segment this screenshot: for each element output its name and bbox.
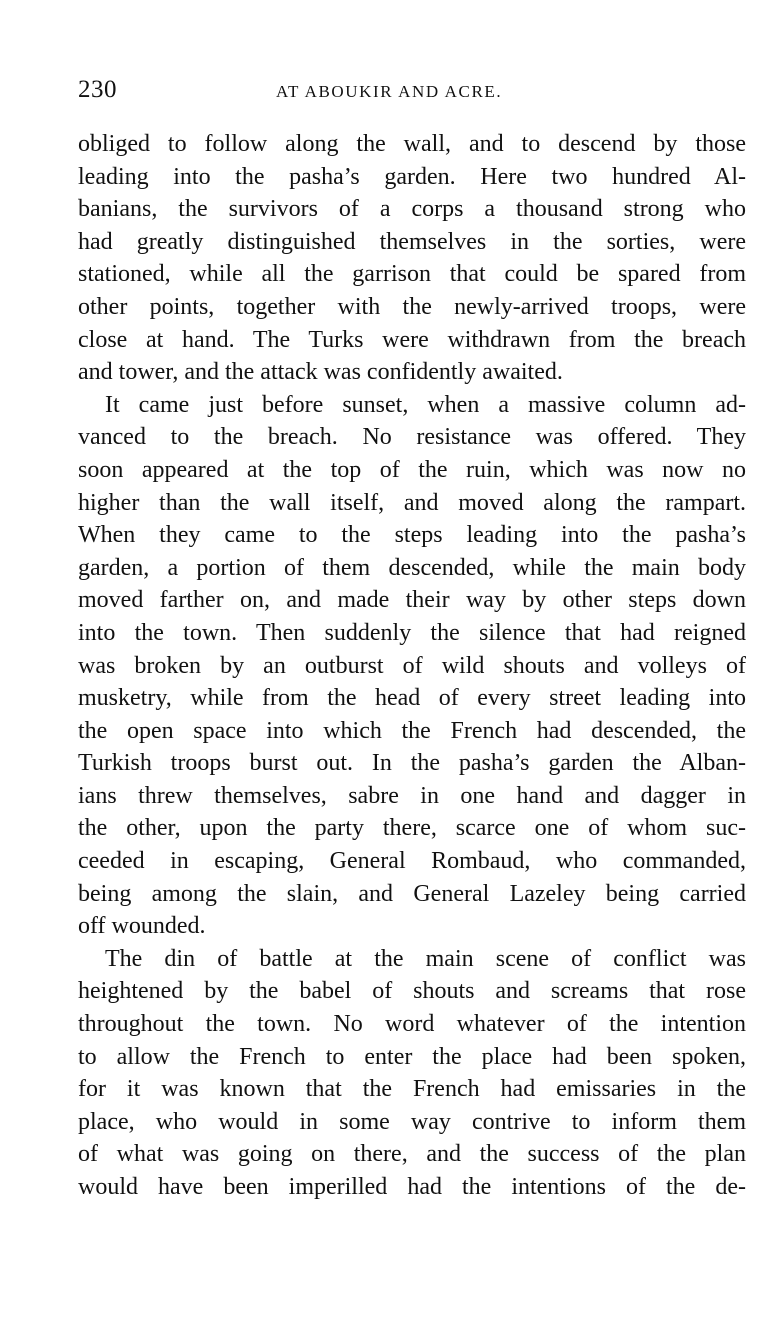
text-line: leading into the pasha’s garden. Here two hundred Al-: [78, 163, 746, 190]
text-line: musketry, while from the head of every street leading into: [78, 685, 746, 712]
text-line: close at hand. The Turks were withdrawn from the breach: [78, 326, 746, 353]
text-line: When they came to the steps leading into the pasha’s: [78, 522, 746, 549]
text-line: the other, upon the party there, scarce one of whom suc-: [78, 815, 746, 842]
page-number: 230: [78, 76, 117, 103]
running-head: [78, 76, 746, 108]
paragraph-first-line: The din of battle at the main scene of conflict was: [105, 945, 746, 972]
text-line: higher than the wall itself, and moved along the rampart.: [78, 489, 746, 516]
text-line: off wounded.: [78, 913, 206, 940]
body-text: [78, 128, 746, 1204]
text-line: vanced to the breach. No resistance was offered. They: [78, 424, 746, 451]
text-line: garden, a portion of them descended, while the main body: [78, 554, 746, 581]
text-line: moved farther on, and made their way by other steps down: [78, 587, 746, 614]
text-line: heightened by the babel of shouts and screams that rose: [78, 978, 746, 1005]
running-title: AT ABOUKIR AND ACRE.: [276, 82, 503, 101]
text-line: ians threw themselves, sabre in one hand and dagger in: [78, 782, 746, 809]
text-line: to allow the French to enter the place had been spoken,: [78, 1043, 746, 1070]
text-line: had greatly distinguished themselves in the sorties, were: [78, 228, 746, 255]
text-line: ceeded in escaping, General Rombaud, who commanded,: [78, 848, 746, 875]
text-line: place, who would in some way contrive to inform them: [78, 1108, 746, 1135]
text-line: for it was known that the French had emissaries in the: [78, 1076, 746, 1103]
text-line: obliged to follow along the wall, and to descend by those: [78, 131, 746, 157]
text-line: would have been imperilled had the intentions of the de-: [78, 1174, 746, 1200]
text-line: soon appeared at the top of the ruin, which was now no: [78, 456, 746, 483]
text-line: into the town. Then suddenly the silence that had reigned: [78, 619, 746, 646]
text-line: throughout the town. No word whatever of the intention: [78, 1011, 746, 1038]
text-line: Turkish troops burst out. In the pasha’s garden the Alban-: [78, 750, 746, 777]
text-line: stationed, while all the garrison that could be spared from: [78, 261, 746, 288]
text-line: being among the slain, and General Lazeley being carried: [78, 880, 746, 907]
text-line: other points, together with the newly-arrived troops, were: [78, 293, 746, 320]
text-line: was broken by an outburst of wild shouts and volleys of: [78, 652, 746, 679]
paragraph-first-line: It came just before sunset, when a massive column ad-: [105, 391, 746, 418]
text-line: of what was going on there, and the success of the plan: [78, 1141, 746, 1168]
text-line: the open space into which the French had descended, the: [78, 717, 746, 744]
text-line: and tower, and the attack was confidently awaited.: [78, 359, 563, 386]
text-line: banians, the survivors of a corps a thousand strong who: [78, 196, 746, 223]
